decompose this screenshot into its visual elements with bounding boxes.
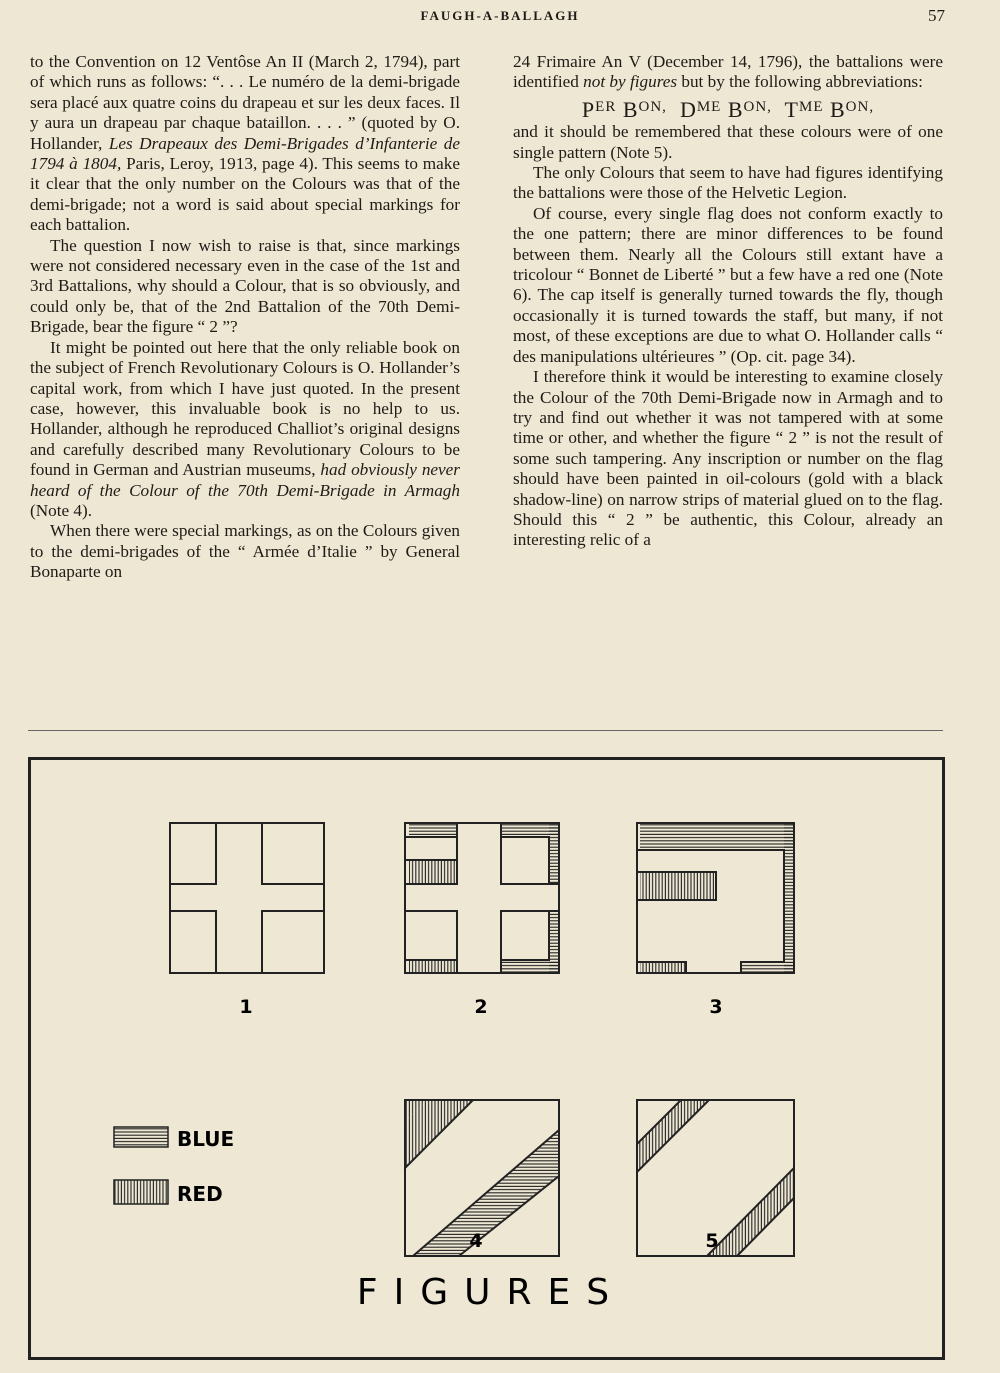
legend-red-label: RED <box>177 1182 223 1206</box>
section-divider <box>28 730 943 731</box>
left-p1-book-title: Les Drapeaux des Demi-Brigades d’Infanterie de 1794 à 1804, <box>30 133 460 174</box>
figures-drawing <box>31 760 942 1357</box>
left-paragraph-3 <box>30 338 460 522</box>
figures-title: FIGURES <box>356 1272 626 1313</box>
left-p3-text-a: It might be pointed out here that the only reliable book on the subject of French Revolutionary Colours is O. Hollander’s capital work, from which I have just quoted. In the present case, however, this invaluable book is no help to us. Hollander, although he reproduced Challiot’s original designs and carefully described many Revolutionary Colours to be found in German and Austrian museums, <box>30 337 460 480</box>
left-p1-text-c: Paris, Leroy, 1913, page 4). This seems to make it clear that the only number on the Colours was that of the demi-brigade; not a word is said about special markings for each battalion. <box>30 154 460 235</box>
figures-panel <box>28 757 945 1360</box>
legend-blue-swatch <box>114 1127 168 1147</box>
left-paragraph-2: The question I now wish to raise is that, since markings were not considered necessary even in the case of the 1st and 3rd Battalions, why should a Colour, that is so obviously, and could only be, that of the 2nd Battalion of the 70th Demi-Brigade, bear the figure “ 2 ”? <box>30 235 460 337</box>
figure-label-3: 3 <box>709 996 723 1018</box>
right-paragraph-1 <box>513 52 943 93</box>
legend-blue-label: BLUE <box>177 1127 235 1151</box>
running-head: FAUGH-A-BALLAGH <box>420 8 580 23</box>
left-p3-emphasis: had obviously never heard of the Colour of the 70th Demi-Brigade in Armagh <box>30 460 460 500</box>
figure-label-1: 1 <box>239 996 253 1018</box>
battalion-abbreviations: $P^{ER}$ $B^{ON,}$ $D^{ME}$ $B^{ON,}$ $T^{ME}$ $B^{ON,}$ <box>581 96 875 122</box>
right-paragraph-5: I therefore think it would be interesting to examine closely the Colour of the 70th Demi-Brigade now in Armagh and to try and find out whether it was not tampered with at some time or other, and whether the figure “ 2 ” is not the result of some such tampering. Any inscription or number on the flag should have been painted in oil-colours (gold with a black shadow-line) on narrow strips of material glued on to the flag. Should this “ 2 ” be authentic, this Colour, already an interesting relic of a <box>513 367 943 550</box>
right-paragraph-2: and it should be remembered that these colours were of one single pattern (Note 5). <box>513 122 943 162</box>
right-p1-text-c: but by the following abbreviations: <box>677 72 923 92</box>
left-p1-text-a: to the Convention on 12 Ventôse An II (March 2, 1794), part of which runs as follows: “. . . Le numéro de la demi-brigade sera placé aux quatre coins du drapeau et sur les deux faces. Il y aura un drapeau par chaque bataillon. . . . ” (quoted by O. Hollander, <box>30 52 460 153</box>
page-number: 57 <box>928 6 945 25</box>
legend <box>114 1127 234 1206</box>
right-p1-emphasis: not by figures <box>583 72 678 92</box>
left-column <box>30 52 460 583</box>
figure-label-4: 4 <box>469 1230 483 1252</box>
right-paragraph-3: The only Colours that seem to have had figures identifying the battalions were those of the Helvetic Legion. <box>513 163 943 203</box>
left-p3-text-c: (Note 4). <box>30 500 93 520</box>
left-paragraph-1 <box>30 52 460 236</box>
figure-3-flag <box>637 823 794 973</box>
figure-2-flag <box>405 823 559 973</box>
legend-red-swatch <box>114 1180 168 1204</box>
right-paragraph-4: Of course, every single flag does not conform exactly to the one pattern; there are minor differences to be found between them. Nearly all the Colours still extant have a tricolour “ Bonnet de Liberté ” but a few have a red one (Note 6). The cap itself is generally turned towards the fly, though occasionally it is turned towards the staff, but many, if not most, of these exceptions are due to what O. Hollander calls “ des manipulations ultérieures ” (Op. cit. page 34). <box>513 203 943 366</box>
left-paragraph-4: When there were special markings, as on the Colours given to the demi-brigades of the “ Armée d’Italie ” by General Bonaparte on <box>30 521 460 582</box>
right-column <box>513 52 943 551</box>
figure-label-2: 2 <box>474 996 488 1018</box>
right-p1-text-a: 24 Frimaire An V (December 14, 1796), the battalions were identified <box>513 52 943 92</box>
figure-1-flag <box>170 823 324 973</box>
figure-label-5: 5 <box>705 1230 719 1252</box>
